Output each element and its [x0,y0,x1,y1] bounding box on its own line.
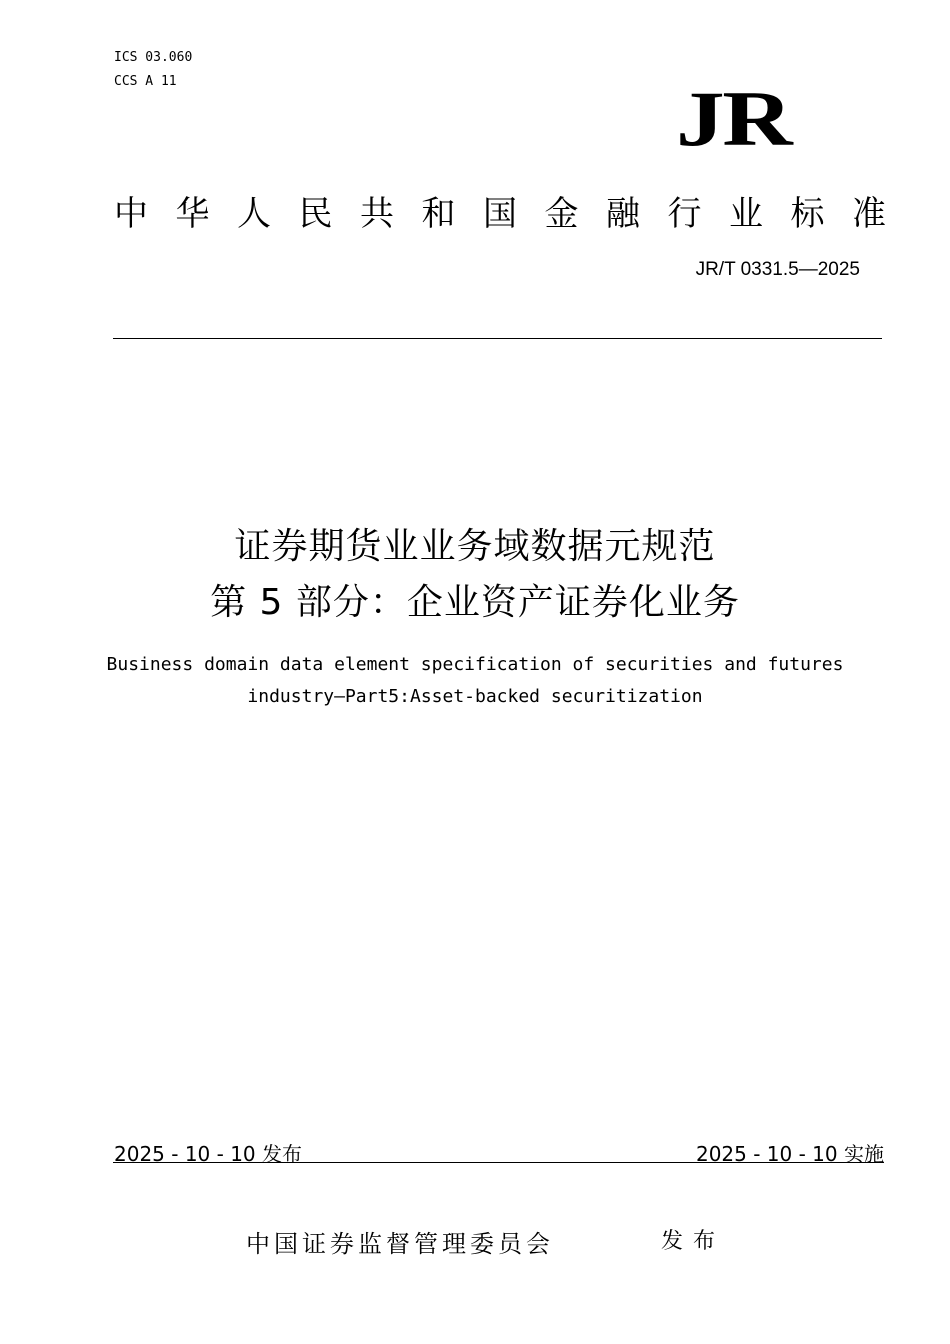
ics-code: ICS 03.060 [114,50,193,65]
standard-category [114,186,886,235]
implementation-date: 2025 - 10 - 10 实施 [695,1142,884,1166]
category-char: 中 [114,194,148,234]
category-char: 行 [667,194,702,234]
category-char: 国 [483,194,517,234]
category-char: 和 [421,194,456,234]
bottom-divider [113,1162,884,1163]
category-char: 业 [729,194,763,234]
title-zh-line2: 第 5 部分：企业资产证券化业务 [210,582,740,623]
issuer-action: 发布 [661,1229,726,1254]
title-zh-line1: 证券期货业业务域数据元规范 [234,526,716,567]
category-char: 民 [298,194,333,234]
category-char: 融 [606,194,640,234]
issue-date: 2025 - 10 - 10 发布 [114,1142,303,1166]
standard-number: JR/T 0331.5—2025 [695,259,860,280]
category-char: 人 [237,194,271,234]
category-char: 华 [175,194,210,234]
category-char: 金 [544,194,579,234]
category-char: 准 [852,194,886,234]
title-en-line1: Business domain data element specification of securities and futures [106,654,844,675]
category-char: 共 [360,194,394,234]
top-divider [113,338,882,339]
issuer-name: 中国证券监督管理委员会 [246,1230,554,1258]
ccs-code: CCS A 11 [114,74,177,89]
title-en-line2: industry—Part5:Asset-backed securitization [247,686,703,707]
jr-logo: JR [676,75,791,162]
category-char: 标 [790,194,825,234]
